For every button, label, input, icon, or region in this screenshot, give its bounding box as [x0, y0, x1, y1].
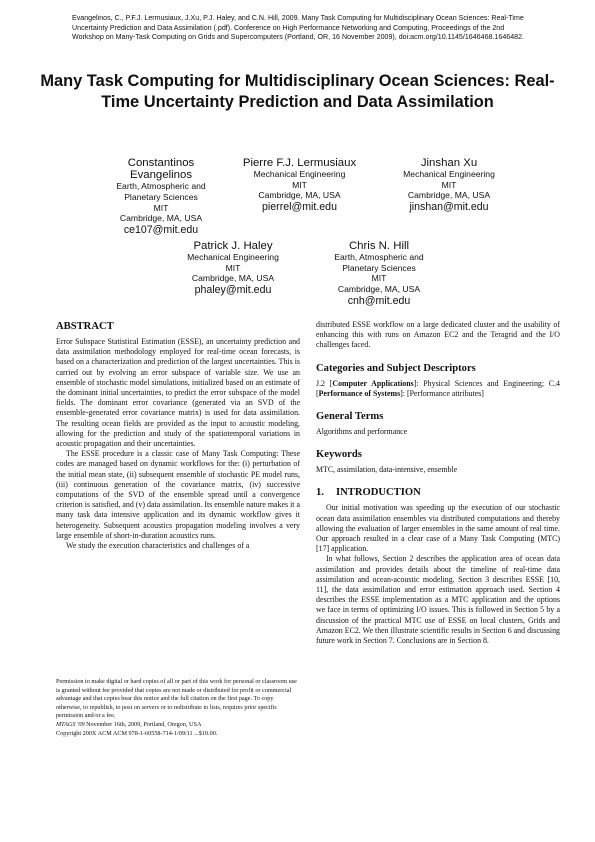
abstract-paragraph: Error Subspace Statistical Estimation (ESSE), an uncertainty prediction and data assimilation methodology employed for real-time ocean forecasts, is based on a characterization and prediction of the largest uncertainties. This is carried out by evolving an error subspace of variable size. We use an ensemble of stochastic model simulations, initialized based on an estimate of the dominant initial uncertainties, to predict the error subspace of the model fields. The dominant error covariance (generated via an SVD of the ensemble-generated error covariance matrix) is used for data assimilation. The resulting ocean fields are provided as the input to acoustic modeling, allowing for the prediction and study of the spatiotemporal variations in acoustic propagation and their uncertainties. [56, 337, 300, 449]
category-code: J.2 [ [316, 378, 333, 388]
author-city: Cambridge, MA, USA [191, 273, 275, 284]
author-block [170, 240, 296, 296]
permission-text: Permission to make digital or hard copies of all or part of this work for personal or classroom use is granted without fee provided that copies are not made or distributed for profit or commercial advantage and that copies bear this notice and the full citation on the first page. To copy otherwise, to republish, to post on servers or to redistribute to lists, requires prior specific permission and/or a fee. [56, 678, 297, 720]
intro-paragraph: In what follows, Section 2 describes the application area of ocean data assimilation and provides details about the timeline of real-time data assimilation and ocean-acoustic modeling. Section 3 describes ESSE [10, 11], the data assimilation and error estimation approach used. Section 4 describes the ESSE implementation as a MTC application and the options we face in terms of optimizing I/O issues. This is followed in Section 5 by a discussion of the practical MTC use of ESSE on local clusters, Grids and Amazon EC2. We then illustrate scientific results in Section 6 and discussing future work in Section 7. Conclusions are in Section 8. [316, 554, 560, 646]
author-org: MIT [441, 179, 457, 190]
category-computer-applications: Computer Applications [332, 378, 414, 388]
keywords-text: MTC, assimilation, data-intensive, ensemble [316, 465, 458, 475]
intro-paragraph: Our initial motivation was speeding up the execution of our stochastic ocean data assimilation ensembles via distributed computations and thereby allowing the evaluation of larger ensembles in the same amount of real time. Our approach resulted in a clear case of a Many Task Computing (MTC) [17] application. [316, 503, 560, 554]
general-terms-heading: General Terms [316, 411, 384, 423]
introduction-heading [316, 486, 560, 499]
abstract-paragraph: We study the execution characteristics and challenges of a [66, 541, 250, 551]
author-email: pierrel@mit.edu [262, 200, 337, 213]
right-column [316, 320, 560, 646]
author-dept: Earth, Atmospheric and Planetary Sciences [116, 181, 206, 202]
author-block [382, 157, 516, 213]
abstract-continued: distributed ESSE workflow on a large dedicated cluster and the usability of enhancing this with runs on Amazon EC2 and the Teragrid and the I/O challenges faced. [316, 320, 560, 350]
author-city: Cambridge, MA, USA [337, 283, 421, 294]
abstract-paragraph: The ESSE procedure is a classic case of Many Task Computing: These codes are managed based on dynamic workflows for the: (i) perturbation of the initial mean state, (ii) subsequent ensemble of stochastic PE model runs, (iii) continuous generation of the covariance matrix, (iv) successive computations of the SVD of the ensemble spread until a convergence criterion is satisfied, and (v) data assimilation. Its ensemble nature makes it a many task data intensive application and its dynamic workflow gives it heterogeneity. Subsequent acoustics propagation modeling involves a very large ensemble of short-in-duration acoustics runs. [56, 449, 300, 540]
section-title: INTRODUCTION [336, 487, 421, 499]
section-number: 1. [316, 487, 324, 499]
categories-text [316, 379, 560, 399]
author-dept: Mechanical Engineering [187, 252, 279, 263]
author-city: Cambridge, MA, USA [407, 190, 491, 201]
author-block [101, 157, 221, 236]
author-dept: Earth, Atmospheric and Planetary Sciences [334, 252, 424, 273]
author-org: MIT [292, 179, 307, 190]
author-block [316, 240, 442, 307]
author-org: MIT [225, 262, 241, 273]
category-performance: Performance of Systems [318, 388, 401, 398]
category-attributes: ]: [Performance attributes] [400, 388, 484, 398]
venue-details: November 16th, 2009, Portland, Oregon, USA [84, 720, 202, 728]
copyright-line: Copyright 200X ACM ACM 978-1-60558-714-1/09/11 ...$10.00. [56, 729, 218, 737]
venue-line [56, 721, 300, 730]
author-org: MIT [371, 273, 387, 284]
author-email: phaley@mit.edu [194, 283, 272, 296]
abstract-heading: ABSTRACT [56, 321, 114, 332]
keywords-heading: Keywords [316, 449, 362, 461]
author-email: cnh@mit.edu [347, 294, 411, 307]
author-email: jinshan@mit.edu [409, 200, 489, 213]
author-email: ce107@mit.edu [123, 223, 199, 236]
author-block [232, 157, 367, 213]
author-name: Jinshan Xu [420, 157, 478, 169]
general-terms-text: Algorithms and performance [316, 427, 408, 437]
categories-heading: Categories and Subject Descriptors [316, 362, 476, 374]
category-rest: ]: Physical Sciences and Engineering; C.4 [ [316, 378, 560, 398]
author-city: Cambridge, MA, USA [258, 190, 341, 201]
author-name: Patrick J. Haley [193, 240, 273, 252]
left-column [56, 320, 300, 551]
author-city: Cambridge, MA, USA [119, 213, 203, 224]
author-name: Pierre F.J. Lermusiaux [242, 157, 357, 169]
venue-name: MTAGS '09 [56, 720, 85, 728]
author-dept: Mechanical Engineering [253, 169, 346, 180]
citation-header: Evangelinos, C., P.F.J. Lermusiaux, J.Xu, P.J. Haley, and C.N. Hill, 2009. Many Task Computing for Multidisciplinary Ocean Sciences: Real-Time Uncertainty Prediction and Data Assimilation (.pdf). Conference on High Performance Networking and Computing, Proceedings of the 2nd Workshop on Many-Task Computing on Grids and Supercomputers (Portland, OR, 16 November 2009), doi:acm.org/10.1145/1646468.1646482. [72, 14, 525, 42]
permission-footnote [56, 678, 300, 738]
author-org: MIT [153, 202, 169, 213]
author-name: Chris N. Hill [348, 240, 410, 252]
author-dept: Mechanical Engineering [403, 169, 495, 180]
paper-title: Many Task Computing for Multidisciplinary Ocean Sciences: Real-Time Uncertainty Prediction and Data Assimilation [40, 72, 555, 111]
author-name: Constantinos Evangelinos [127, 157, 195, 182]
